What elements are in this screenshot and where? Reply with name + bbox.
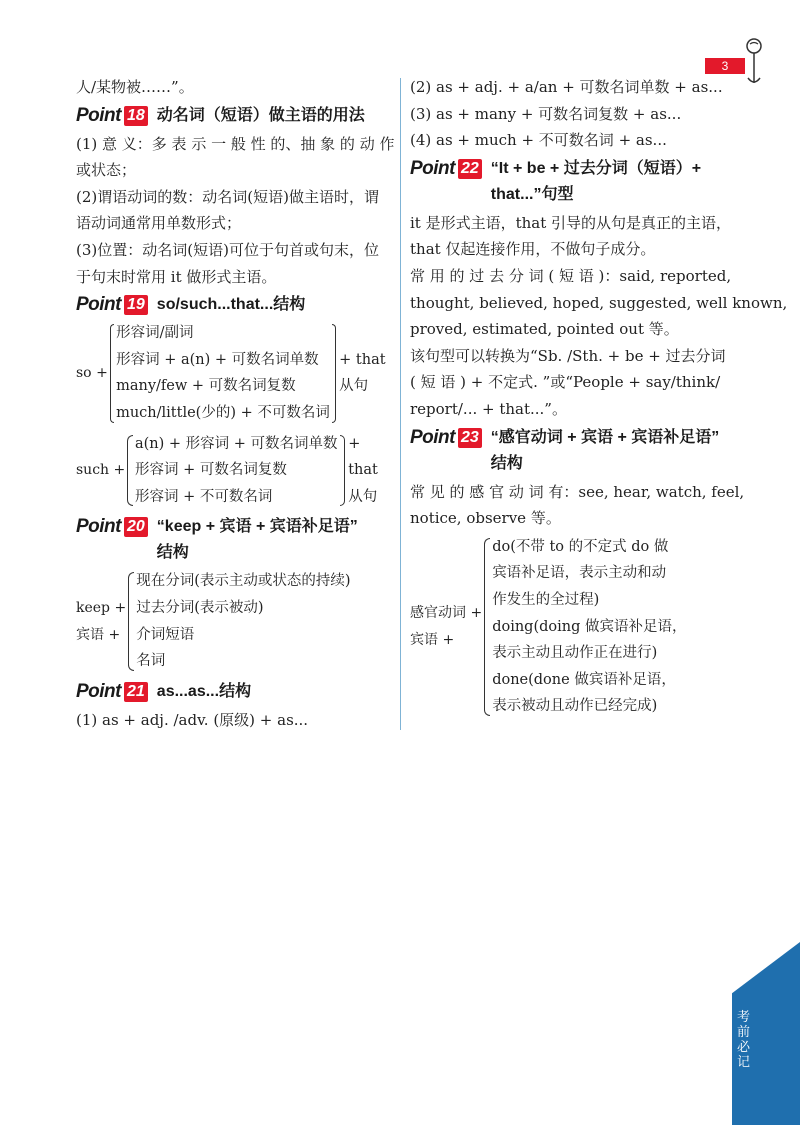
brace-label — [76, 595, 128, 648]
brace-open — [127, 435, 133, 507]
brace-items — [492, 534, 686, 720]
brace-item: 形容词/副词 — [116, 325, 194, 342]
brace-item: 作发生的全过程) — [492, 591, 600, 608]
point-21-heading — [76, 679, 392, 705]
point-label: Point — [410, 426, 455, 448]
brace-suffix — [345, 431, 392, 511]
point-20-heading — [76, 514, 392, 566]
text-line: 常 见 的 感 官 动 词 有：see, hear, watch, feel, — [410, 482, 745, 501]
point-title-line: “感官动词 + 宾语 + 宾语补足语” — [490, 428, 720, 446]
brace-item: 名词 — [136, 653, 166, 670]
point-title-line: “It + be + 过去分词（短语）+ — [490, 159, 702, 177]
brace-item: doing(doing 做宾语补足语， — [492, 618, 687, 635]
brace-item: 表示被动且动作已经完成) — [492, 698, 658, 715]
text-line: (2)谓语动词的数：动名词(短语)做主语时，谓 — [76, 187, 379, 206]
suffix-line: 从句 — [348, 488, 378, 505]
text-line: 于句末时常用 it 做形式主语。 — [76, 267, 277, 286]
brace-label — [410, 600, 484, 653]
text-line: 常 用 的 过 去 分 词 ( 短 语 )：said, reported, — [410, 266, 732, 285]
text-line: proved, estimated, pointed out 等。 — [410, 320, 679, 339]
label-line: 宾语 + — [410, 631, 455, 648]
point-title — [491, 156, 701, 208]
point-title: as...as...结构 — [156, 682, 252, 700]
text-line: (3) as + many + 可数名词复数 + as... — [410, 104, 682, 123]
page-number: 3 — [705, 58, 745, 74]
text-line: report/... + that...”。 — [410, 399, 567, 418]
point-number: 21 — [124, 682, 148, 702]
brace-item: a(n) + 形容词 + 可数名词单数 — [134, 435, 338, 452]
brace-item: 宾语补足语，表示主动和动 — [492, 565, 667, 582]
label-line: 宾语 + — [76, 626, 121, 643]
point-label: Point — [410, 157, 455, 179]
brace-items — [135, 431, 338, 511]
point-title-line: “keep + 宾语 + 宾语补足语” — [156, 518, 358, 536]
suffix-line: + that — [348, 435, 378, 479]
text-line: (2) as + adj. + a/an + 可数名词单数 + as... — [410, 78, 723, 96]
sense-verb-structure — [410, 534, 724, 720]
brace-item: 表示主动且动作正在进行) — [492, 645, 658, 662]
brace-item: 形容词 + a(n) + 可数名词单数 — [116, 351, 319, 368]
point-label: Point — [76, 516, 121, 538]
brace-item: 现在分词(表示主动或状态的持续) — [136, 573, 351, 590]
point-title: so/such...that...结构 — [156, 296, 306, 314]
text-line: (3)位置：动名词(短语)可位于句首或句末，位 — [76, 240, 379, 259]
point-title-line: 结构 — [156, 544, 189, 562]
point-label: Point — [76, 104, 121, 126]
point-title-line: 结构 — [490, 454, 523, 472]
point-title — [491, 425, 719, 477]
brace-label: so + — [76, 365, 108, 382]
point-number: 19 — [124, 295, 148, 315]
text-line: 语动词通常用单数形式； — [76, 214, 242, 233]
brace-items — [136, 568, 350, 674]
text-line: 该句型可以转换为“Sb. /Sth. + be + 过去分词 — [410, 346, 726, 365]
text-line: (1) 意 义：多 表 示 一 般 性 的、抽 象 的 动 作 — [76, 134, 395, 153]
brace-open — [128, 572, 134, 670]
brace-item: 形容词 + 不可数名词 — [134, 488, 273, 505]
brace-item: many/few + 可数名词复数 — [116, 378, 296, 395]
brace-open — [484, 538, 490, 716]
brace-label: such + — [76, 462, 126, 479]
intro-text: 人/某物被……”。 — [76, 78, 194, 96]
text-line: ( 短 语 ) + 不定式. ”或“People + say/think/ — [410, 373, 721, 392]
point-number: 18 — [124, 106, 148, 126]
point-label: Point — [76, 294, 121, 316]
so-structure — [76, 320, 392, 426]
text-line: 或状态； — [76, 161, 137, 180]
brace-item: 过去分词(表示被动) — [136, 599, 264, 616]
brace-item: do(不带 to 的不定式 do 做 — [492, 538, 669, 555]
point-number: 22 — [458, 159, 482, 179]
column-divider — [400, 78, 401, 730]
point-number: 20 — [124, 517, 148, 537]
label-line: 感官动词 + — [410, 605, 483, 622]
brace-item: 形容词 + 可数名词复数 — [134, 462, 287, 479]
point-number: 23 — [458, 428, 482, 448]
point-19-heading — [76, 292, 392, 318]
point-23-heading — [410, 425, 724, 477]
such-structure — [76, 431, 392, 511]
point-label: Point — [76, 680, 121, 702]
text-line: notice, observe 等。 — [410, 509, 561, 528]
text-line: (4) as + much + 不可数名词 + as... — [410, 131, 667, 150]
brace-item: 介词短语 — [136, 626, 195, 643]
brace-items — [116, 320, 330, 426]
point-18-heading — [76, 103, 392, 129]
text-line: that 仅起连接作用，不做句子成分。 — [410, 240, 656, 259]
text-line: (1) as + adj. /adv. (原级) + as... — [76, 710, 309, 729]
point-title-line: that...”句型 — [490, 185, 574, 203]
right-column — [410, 74, 788, 724]
brace-item: done(done 做宾语补足语， — [492, 671, 676, 688]
text-line: it 是形式主语，that 引导的从句是真正的主语， — [410, 213, 732, 232]
brace-suffix: + that 从句 — [339, 351, 386, 395]
point-title: 动名词（短语）做主语的用法 — [156, 106, 365, 124]
side-tab-label: 考前必记 — [737, 1010, 751, 1070]
point-22-heading — [410, 156, 724, 208]
text-line: thought, believed, hoped, suggested, well known, — [410, 293, 788, 312]
point-title — [157, 514, 358, 566]
brace-item: much/little(少的) + 不可数名词 — [116, 404, 330, 421]
keep-structure — [76, 568, 392, 674]
brace-open — [110, 324, 114, 422]
label-line: keep + — [76, 599, 127, 616]
left-column — [76, 74, 395, 733]
